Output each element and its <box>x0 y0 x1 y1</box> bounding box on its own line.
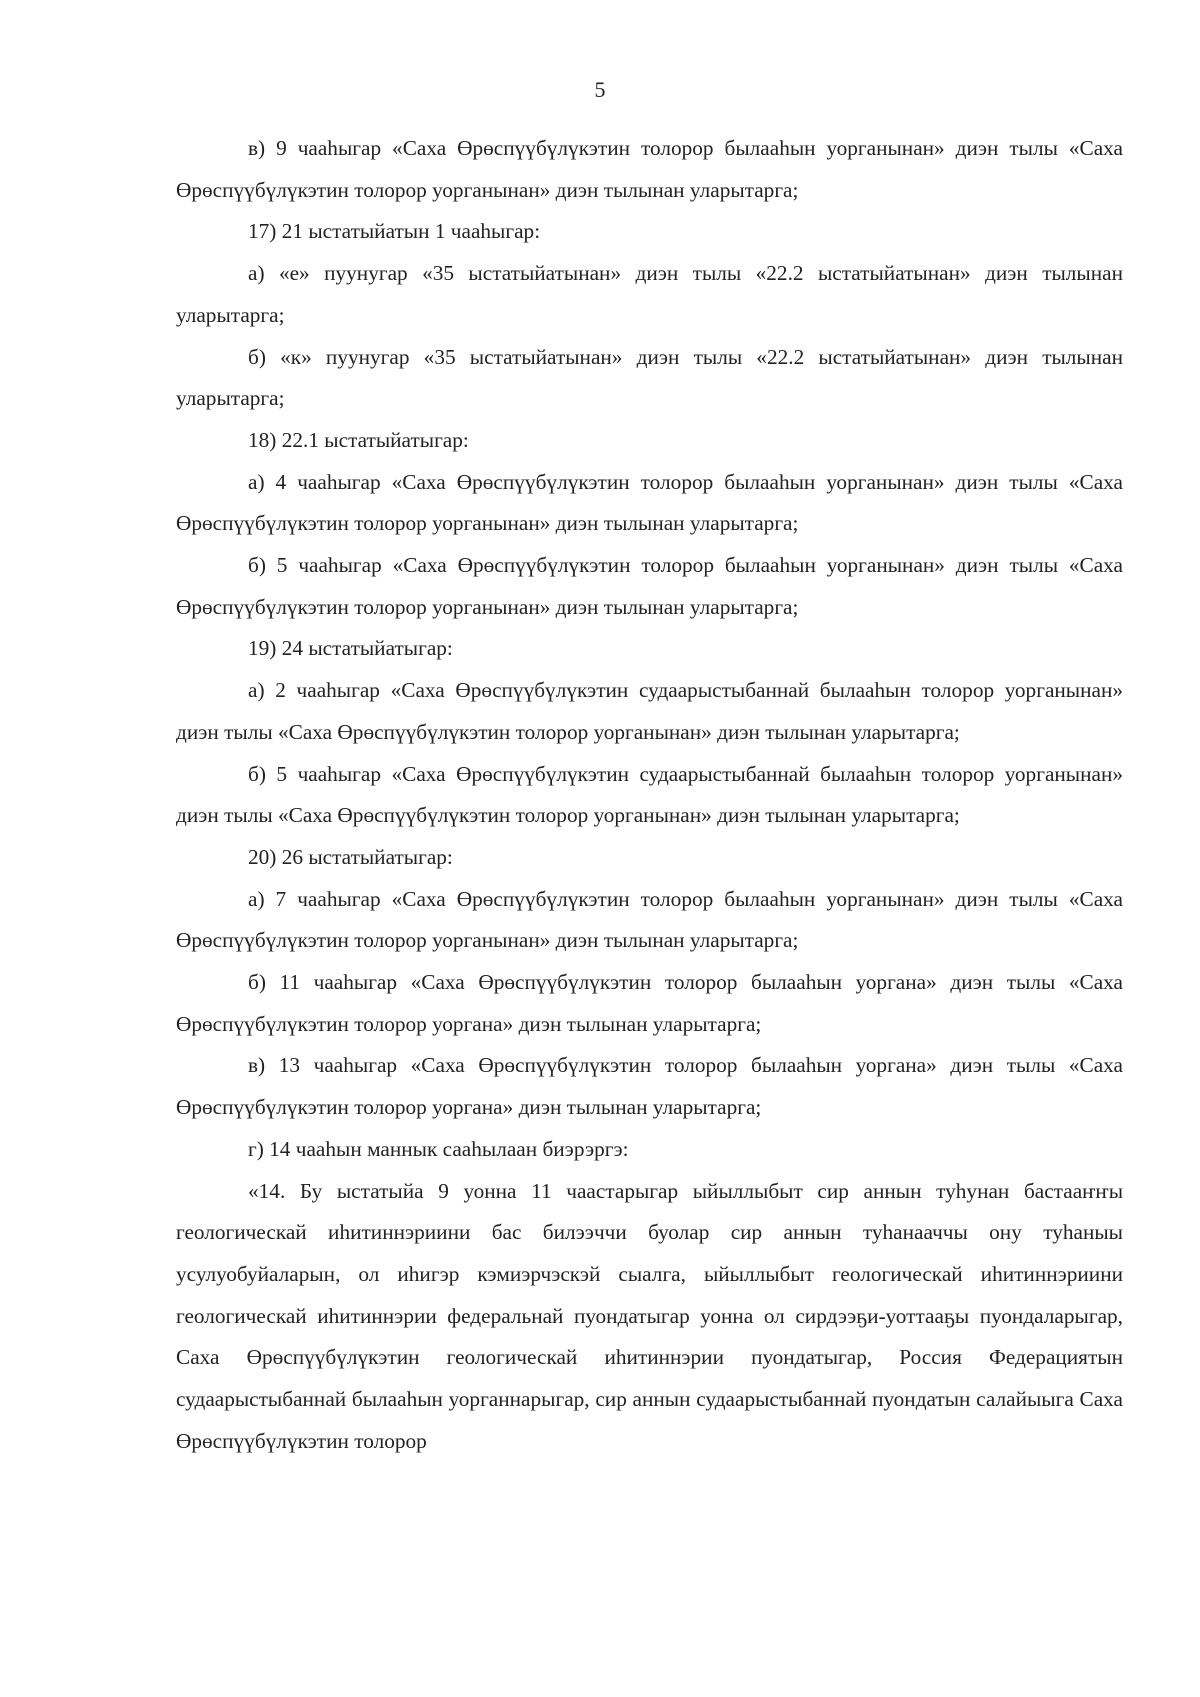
paragraph-b-part-5: б) 5 чааһыгар «Саха Өрөспүүбүлүкэтин толорор былааһын уорганынан» диэн тылы «Саха Өрөспүүбүлүкэтин толорор уорганынан» диэн тылынан уларытарга; <box>176 553 1123 619</box>
document-body <box>176 128 1123 1463</box>
paragraph-v-part-13: в) 13 чааһыгар «Саха Өрөспүүбүлүкэтин толорор былааһын уоргана» диэн тылы «Саха Өрөспүүбүлүкэтин толорор уоргана» диэн тылынан уларытарга; <box>176 1053 1123 1120</box>
paragraph-item-20: 20) 26 ыстатыйатыгар: <box>248 844 453 869</box>
paragraph-a-part-7: а) 7 чааһыгар «Саха Өрөспүүбүлүкэтин толорор былааһын уорганынан» диэн тылы «Саха Өрөспүүбүлүкэтин толорор уорганынан» диэн тылынан уларытарга; <box>176 886 1123 953</box>
paragraph-a-point-e: а) «е» пуунугар «35 ыстатыйатынан» диэн тылы «22.2 ыстатыйатынан» диэн тылынан уларытарга; <box>176 261 1123 327</box>
paragraph-item-19: 19) 24 ыстатыйатыгар: <box>248 636 453 661</box>
paragraph-a-part-4: а) 4 чааһыгар «Саха Өрөспүүбүлүкэтин толорор былааһын уорганынан» диэн тылы «Саха Өрөспүүбүлүкэтин толорор уорганынан» диэн тылынан уларытарга; <box>176 469 1123 536</box>
paragraph-a-part-2: а) 2 чааһыгар «Саха Өрөспүүбүлүкэтин судаарыстыбаннай былааһын толорор уорганынан» диэн тылы «Саха Өрөспүүбүлүкэтин толорор уорганынан» диэн тылынан уларытарга; <box>176 678 1123 744</box>
paragraph-b-point-k: б) «к» пуунугар «35 ыстатыйатынан» диэн тылы «22.2 ыстатыйатынан» диэн тылынан уларытарга; <box>176 344 1123 411</box>
paragraph-b-part-5-article-24: б) 5 чааһыгар «Саха Өрөспүүбүлүкэтин судаарыстыбаннай былааһын толорор уорганынан» диэн тылы «Саха Өрөспүүбүлүкэтин толорор уорганынан» диэн тылынан уларытарга; <box>176 761 1123 828</box>
paragraph-part-14-text: «14. Бу ыстатыйа 9 уонна 11 чаастарыгар ыйыллыбыт сир аннын туһунан бастааҥҥы геологическай иһитиннэриини бас билээччи буолар сир аннын туһанааччы ону туһаныы усулуобуйаларын, ол иһигэр кэмиэрчэскэй сыалга, ыйыллыбыт геологическай иһитиннэриини геологическай иһитиннэрии федеральнай пуондатыгар уонна ол сирдээҕи-уоттааҕы пуондаларыгар, Саха Өрөспүүбүлүкэтин геологическай иһитиннэрии пуондатыгар, Россия Федерациятын судаарыстыбаннай былааһын уорганнарыгар, сир аннын судаарыстыбаннай пуондатын салайыыга Саха Өрөспүүбүлүкэтин толорор <box>176 1178 1123 1453</box>
paragraph-v-part-9: в) 9 чааһыгар «Саха Өрөспүүбүлүкэтин толорор былааһын уорганынан» диэн тылы «Саха Өрөспүүбүлүкэтин толорор уорганынан» диэн тылынан уларытарга; <box>176 136 1123 202</box>
paragraph-g-part-14: г) 14 чааһын маннык сааһылаан биэрэргэ: <box>248 1136 629 1161</box>
paragraph-item-17: 17) 21 ыстатыйатын 1 чааһыгар: <box>248 219 541 244</box>
paragraph-b-part-11: б) 11 чааһыгар «Саха Өрөспүүбүлүкэтин толорор былааһын уоргана» диэн тылы «Саха Өрөспүүбүлүкэтин толорор уоргана» диэн тылынан уларытарга; <box>176 970 1123 1036</box>
paragraph-item-18: 18) 22.1 ыстатыйатыгар: <box>248 427 469 452</box>
page-number: 5 <box>594 77 606 102</box>
